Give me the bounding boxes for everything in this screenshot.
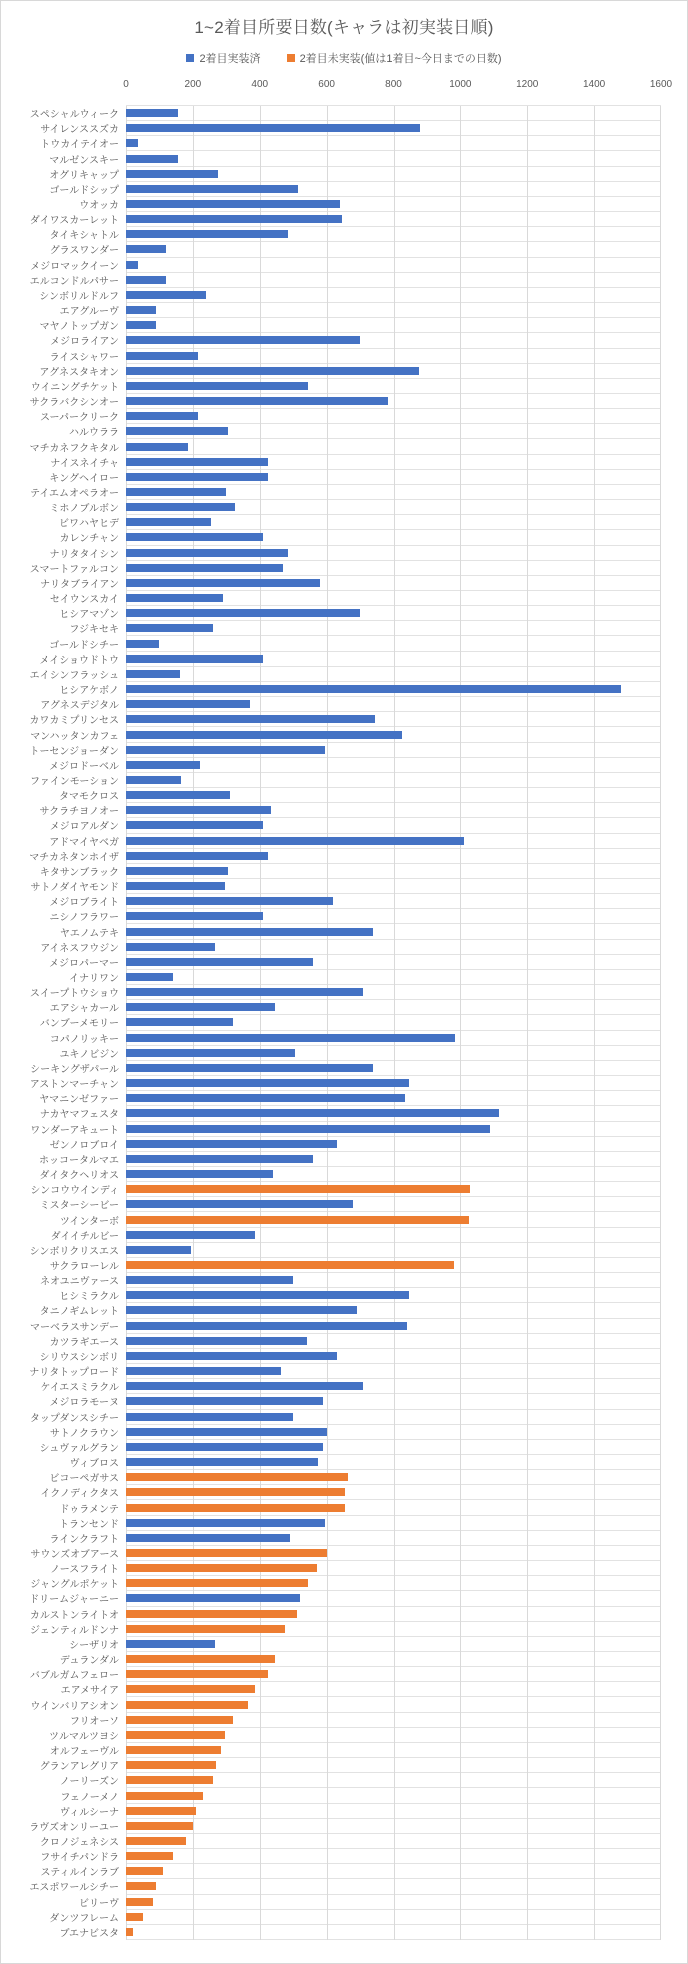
- category-label: エアシャカール: [49, 1003, 119, 1015]
- bar-done: [126, 276, 166, 284]
- category-label: サクラバクシンオー: [29, 397, 119, 409]
- category-label: メジロアルダン: [49, 821, 119, 833]
- category-label: ユキノビジン: [59, 1049, 119, 1061]
- category-label: ダイワスカーレット: [29, 215, 119, 227]
- category-label: シンコウウインディ: [30, 1185, 119, 1197]
- bar-done: [126, 670, 180, 678]
- bar-done: [126, 791, 230, 799]
- category-label: メジロマックイーン: [30, 261, 119, 273]
- category-label: アイネスフウジン: [40, 943, 119, 955]
- bar-done: [126, 1125, 490, 1133]
- category-label: ビリーヴ: [79, 1898, 119, 1910]
- bar-done: [126, 1306, 357, 1314]
- bar-pending: [126, 1807, 196, 1815]
- bar-pending: [126, 1564, 317, 1572]
- x-tick-label: 1000: [449, 79, 472, 90]
- category-label: カルストンライトオ: [29, 1610, 119, 1622]
- bar-done: [126, 973, 173, 981]
- bar-done: [126, 367, 419, 375]
- bar-done: [126, 943, 215, 951]
- bar-done: [126, 1352, 337, 1360]
- category-label: フサイチパンドラ: [40, 1852, 119, 1864]
- bar-done: [126, 397, 388, 405]
- category-label: シーザリオ: [69, 1640, 119, 1652]
- category-label: ホッコータルマエ: [39, 1155, 119, 1167]
- bar-pending: [126, 1625, 285, 1633]
- bar-pending: [126, 1882, 156, 1890]
- category-label: キングヘイロー: [49, 473, 119, 485]
- category-label: ナリタブライアン: [40, 579, 119, 591]
- bar-done: [126, 700, 250, 708]
- bar-done: [126, 1094, 405, 1102]
- category-label: ライスシャワー: [49, 352, 119, 364]
- bar-pending: [126, 1216, 469, 1224]
- category-label: アグネスデジタル: [40, 700, 119, 712]
- category-label: テイエムオペラオー: [30, 488, 119, 500]
- category-label: クロノジェネシス: [39, 1837, 119, 1849]
- category-label: ラインクラフト: [49, 1534, 119, 1546]
- bar-done: [126, 245, 166, 253]
- category-label: ウイニングチケット: [30, 382, 119, 394]
- bar-pending: [126, 1867, 163, 1875]
- bar-done: [126, 897, 333, 905]
- category-label: ワンダーアキュート: [30, 1125, 119, 1137]
- bar-done: [126, 473, 268, 481]
- category-label: スペシャルウィーク: [29, 109, 119, 121]
- category-label: タマモクロス: [59, 791, 119, 803]
- bar-done: [126, 1155, 313, 1163]
- category-label: ウオッカ: [79, 200, 119, 212]
- bar-done: [126, 761, 200, 769]
- legend: [1, 50, 687, 66]
- bar-done: [126, 1170, 273, 1178]
- bar-done: [126, 1443, 323, 1451]
- category-label: スマートファルコン: [29, 564, 119, 576]
- category-label: アストンマーチャン: [29, 1079, 119, 1091]
- bar-done: [126, 1034, 455, 1042]
- category-label: マチカネタンホイザ: [29, 852, 119, 864]
- gridline: [660, 106, 661, 1940]
- bar-pending: [126, 1185, 470, 1193]
- category-label: シュヴァルグラン: [39, 1443, 119, 1455]
- category-label: ツルマルツヨシ: [49, 1731, 119, 1743]
- category-label: ビコーペガサス: [49, 1473, 119, 1485]
- category-label: ドゥラメンテ: [59, 1504, 119, 1516]
- category-label: カレンチャン: [59, 533, 119, 545]
- bar-done: [126, 1018, 233, 1026]
- category-label: ラヴズオンリーユー: [29, 1822, 119, 1834]
- category-label: ヤエノムテキ: [59, 928, 119, 940]
- category-label: アグネスタキオン: [39, 367, 119, 379]
- bar-done: [126, 958, 313, 966]
- bar-pending: [126, 1928, 133, 1936]
- bar-done: [126, 1413, 293, 1421]
- bar-done: [126, 579, 320, 587]
- x-tick-label: 1200: [516, 79, 539, 90]
- category-label: スティルインラブ: [40, 1867, 119, 1879]
- bar-done: [126, 1109, 499, 1117]
- bar-done: [126, 685, 621, 693]
- bar-done: [126, 1428, 327, 1436]
- category-label: ノースフライト: [50, 1564, 119, 1576]
- category-label: メイショウドトウ: [39, 655, 119, 667]
- category-label: アドマイヤベガ: [49, 837, 119, 849]
- gridline: [594, 106, 595, 1940]
- category-label: ハルウララ: [69, 427, 119, 439]
- bar-done: [126, 503, 235, 511]
- category-label: バンブーメモリー: [39, 1018, 119, 1030]
- bar-done: [126, 1458, 318, 1466]
- bar-pending: [126, 1761, 216, 1769]
- bar-done: [126, 518, 211, 526]
- bar-done: [126, 1382, 363, 1390]
- category-label: エルコンドルパサー: [29, 276, 119, 288]
- bar-pending: [126, 1473, 348, 1481]
- bar-done: [126, 867, 228, 875]
- bar-done: [126, 200, 340, 208]
- category-label: トーセンジョーダン: [29, 746, 119, 758]
- bar-pending: [126, 1610, 297, 1618]
- bar-done: [126, 1140, 337, 1148]
- x-tick-label: 400: [251, 79, 269, 90]
- category-label: ジャングルポケット: [30, 1579, 119, 1591]
- category-label: カツラギエース: [49, 1337, 119, 1349]
- category-label: ナイスネイチャ: [50, 458, 119, 470]
- bar-done: [126, 1640, 215, 1648]
- bar-pending: [126, 1488, 345, 1496]
- bar-done: [126, 776, 181, 784]
- bar-pending: [126, 1670, 268, 1678]
- bar-done: [126, 215, 342, 223]
- bar-pending: [126, 1549, 327, 1557]
- bar-done: [126, 988, 363, 996]
- bar-done: [126, 1049, 295, 1057]
- bar-pending: [126, 1504, 345, 1512]
- category-label: スイープトウショウ: [29, 988, 119, 1000]
- bar-pending: [126, 1579, 308, 1587]
- category-label: ゴールドシチー: [49, 640, 119, 652]
- bar-pending: [126, 1701, 248, 1709]
- bar-done: [126, 821, 263, 829]
- plot-area: [29, 105, 661, 1940]
- bar-pending: [126, 1731, 225, 1739]
- bar-done: [126, 564, 283, 572]
- bar-pending: [126, 1913, 143, 1921]
- category-label: ケイエスミラクル: [40, 1382, 119, 1394]
- bar-done: [126, 609, 360, 617]
- category-label: ウインバリアシオン: [30, 1701, 119, 1713]
- category-label: トランセンド: [59, 1519, 119, 1531]
- category-label: セイウンスカイ: [49, 594, 119, 606]
- bar-done: [126, 655, 263, 663]
- x-tick-label: 1400: [583, 79, 606, 90]
- category-label: オグリキャップ: [49, 170, 119, 182]
- bar-done: [126, 533, 263, 541]
- bar-pending: [126, 1852, 173, 1860]
- category-label: ダイタクヘリオス: [39, 1170, 119, 1182]
- bar-done: [126, 336, 360, 344]
- category-label: イナリワン: [69, 973, 119, 985]
- x-tick-label: 1600: [649, 79, 673, 90]
- category-label: マヤノトップガン: [39, 321, 119, 333]
- category-label: サトノクラウン: [49, 1428, 119, 1440]
- bar-done: [126, 185, 298, 193]
- bar-done: [126, 746, 325, 754]
- category-label: ヒシミラクル: [59, 1291, 119, 1303]
- bar-done: [126, 261, 138, 269]
- category-label: キタサンブラック: [39, 867, 119, 879]
- category-label: マルゼンスキー: [49, 155, 119, 167]
- category-label: フェノーメノ: [60, 1792, 119, 1803]
- gridline: [394, 106, 395, 1940]
- category-label: エアメサイア: [60, 1685, 119, 1697]
- bar-done: [126, 1003, 275, 1011]
- category-label: ブエナビスタ: [59, 1928, 119, 1940]
- category-label: エスポワールシチー: [29, 1882, 119, 1894]
- category-label: ミホノブルボン: [49, 503, 119, 515]
- bar-done: [126, 230, 288, 238]
- category-label: ヒシアケボノ: [59, 685, 119, 697]
- category-label: メジロドーベル: [49, 761, 119, 773]
- legend-label-not-implemented: 2着目未実装(値は1着目~今日までの日数): [299, 53, 502, 65]
- gridline: [460, 106, 461, 1940]
- bar-done: [126, 549, 288, 557]
- category-label: サウンズオブアース: [30, 1549, 119, 1561]
- bar-done: [126, 321, 156, 329]
- category-label: タニノギムレット: [39, 1306, 119, 1318]
- bar-done: [126, 382, 308, 390]
- bar-done: [126, 109, 178, 117]
- category-label: ファインモーション: [30, 776, 119, 788]
- bar-done: [126, 1079, 409, 1087]
- category-label: メジロライアン: [50, 336, 119, 348]
- category-label: シンボリクリスエス: [29, 1246, 119, 1258]
- bar-done: [126, 882, 225, 890]
- bar-done: [126, 1534, 290, 1542]
- x-tick-label: 0: [123, 79, 129, 90]
- bar-pending: [126, 1261, 454, 1269]
- category-label: スーパークリーク: [40, 412, 119, 424]
- bar-done: [126, 624, 213, 632]
- category-label: ヒシアマゾン: [59, 609, 119, 621]
- bar-pending: [126, 1792, 203, 1800]
- x-axis: [123, 79, 673, 93]
- bar-pending: [126, 1746, 221, 1754]
- x-tick-label: 200: [184, 79, 202, 90]
- bar-pending: [126, 1898, 153, 1906]
- legend-item-not-implemented: [287, 50, 502, 66]
- category-label: サクラチヨノオー: [39, 806, 119, 818]
- bar-done: [126, 443, 188, 451]
- category-label: マーベラスサンデー: [30, 1322, 119, 1334]
- gridline: [327, 106, 328, 1940]
- bar-done: [126, 155, 178, 163]
- legend-swatch-blue-icon: [186, 54, 194, 62]
- category-label: シリウスシンボリ: [39, 1352, 119, 1364]
- bar-done: [126, 852, 268, 860]
- category-label: シンボリルドルフ: [39, 291, 119, 303]
- category-label: フリオーソ: [69, 1716, 119, 1728]
- bar-done: [126, 139, 138, 147]
- bar-done: [126, 1291, 409, 1299]
- category-label: グラスワンダー: [49, 245, 119, 257]
- bar-done: [126, 458, 268, 466]
- category-label: マンハッタンカフェ: [30, 731, 119, 743]
- bar-done: [126, 1337, 307, 1345]
- bar-done: [126, 306, 156, 314]
- bar-done: [126, 1200, 353, 1208]
- category-label: フジキセキ: [69, 624, 119, 636]
- category-label: デュランダル: [59, 1655, 119, 1667]
- category-label: サクラローレル: [49, 1261, 119, 1273]
- category-label: ナリタトップロード: [29, 1367, 119, 1379]
- bar-pending: [126, 1685, 255, 1693]
- category-label: ゴールドシップ: [49, 185, 119, 197]
- bar-done: [126, 1064, 373, 1072]
- category-label: ビワハヤヒデ: [59, 518, 119, 530]
- category-label: グランアレグリア: [39, 1761, 119, 1773]
- bar-pending: [126, 1837, 186, 1845]
- bar-done: [126, 1594, 300, 1602]
- bar-pending: [126, 1655, 275, 1663]
- bar-done: [126, 928, 373, 936]
- category-label: メジロブライト: [49, 897, 119, 909]
- category-label: タップダンスシチー: [29, 1413, 119, 1425]
- bar-done: [126, 412, 198, 420]
- category-label: エイシンフラッシュ: [29, 670, 119, 682]
- category-label: ゼンノロブロイ: [49, 1140, 119, 1152]
- category-label: オルフェーヴル: [49, 1746, 119, 1758]
- legend-label-implemented: 2着目実装済: [199, 53, 261, 65]
- category-label: ヴィルシーナ: [59, 1807, 119, 1819]
- category-label: メジロラモーヌ: [49, 1397, 119, 1409]
- category-label: ミスターシービー: [39, 1200, 119, 1212]
- bar-done: [126, 1231, 255, 1239]
- category-label: カワカミプリンセス: [29, 715, 119, 727]
- bar-done: [126, 1246, 191, 1254]
- category-label: イクノディクタス: [40, 1488, 119, 1500]
- category-label: ヤマニンゼファー: [39, 1094, 119, 1106]
- category-label: エアグルーヴ: [59, 306, 119, 318]
- bar-done: [126, 291, 206, 299]
- bar-done: [126, 837, 464, 845]
- category-label: トウカイテイオー: [40, 139, 119, 151]
- bar-done: [126, 1397, 323, 1405]
- bar-pending: [126, 1716, 233, 1724]
- x-tick-label: 600: [318, 79, 335, 90]
- x-tick-label: 800: [385, 79, 402, 90]
- category-label: ヴィブロス: [69, 1458, 119, 1470]
- bar-pending: [126, 1776, 213, 1784]
- bar-done: [126, 912, 263, 920]
- bar-done: [126, 352, 198, 360]
- category-label: サトノダイヤモンド: [30, 882, 119, 894]
- legend-item-implemented: [186, 50, 260, 66]
- category-label: シーキングザパール: [30, 1064, 119, 1076]
- category-label: メジロパーマー: [49, 958, 119, 970]
- category-label: ダンツフレーム: [49, 1913, 119, 1925]
- category-label: コパノリッキー: [49, 1034, 119, 1046]
- category-label: ジェンティルドンナ: [30, 1625, 119, 1637]
- bar-done: [126, 124, 420, 132]
- bar-done: [126, 806, 271, 814]
- category-label: ドリームジャーニー: [29, 1594, 119, 1606]
- bar-done: [126, 715, 375, 723]
- category-label: ナリタタイシン: [49, 549, 119, 561]
- category-label: サイレンススズカ: [40, 124, 119, 136]
- chart-title: 1~2着目所要日数(キャラは初実装日順): [194, 18, 494, 37]
- category-label: ナカヤマフェスタ: [39, 1109, 119, 1121]
- bar-done: [126, 594, 223, 602]
- bar-done: [126, 731, 402, 739]
- bar-done: [126, 1322, 407, 1330]
- category-label: ノーリーズン: [59, 1776, 119, 1788]
- category-label: ネオユニヴァース: [40, 1276, 119, 1288]
- category-label: バブルガムフェロー: [29, 1670, 119, 1682]
- gridline: [527, 106, 528, 1940]
- category-label: タイキシャトル: [49, 230, 119, 242]
- bar-done: [126, 170, 218, 178]
- bar-pending: [126, 1822, 193, 1830]
- bar-done: [126, 1276, 293, 1284]
- bar-done: [126, 488, 226, 496]
- bar-done: [126, 1519, 325, 1527]
- legend-swatch-orange-icon: [287, 54, 295, 62]
- bar-done: [126, 640, 159, 648]
- bar-done: [126, 1367, 281, 1375]
- bar-done: [126, 427, 228, 435]
- category-label: ダイイチルビー: [50, 1231, 119, 1243]
- category-label: ツインターボ: [59, 1216, 119, 1228]
- category-label: ニシノフラワー: [49, 912, 119, 924]
- category-label: マチカネフクキタル: [29, 443, 119, 455]
